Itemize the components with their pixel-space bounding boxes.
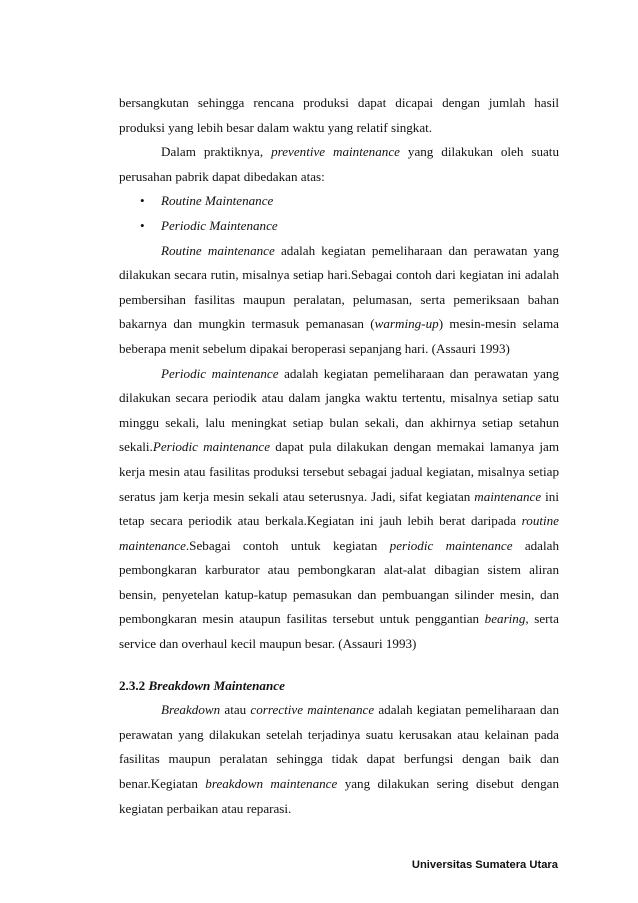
text-run: , serta service dan overhaul kecil maupun besar. (Assauri 1993) bbox=[119, 611, 559, 652]
italic-term: preventive maintenance bbox=[271, 144, 400, 160]
bullet-icon: • bbox=[140, 217, 145, 233]
list-item-label: Periodic Maintenance bbox=[161, 217, 278, 233]
section-heading bbox=[119, 674, 559, 699]
list-item bbox=[119, 214, 559, 239]
text-run: adalah kegiatan pemeliharaan dan perawatan yang dilakukan setelah terjadinya suatu kerusakan atau kelainan pada fasilitas maupun peralatan sehingga tidak dapat berfungsi dengan baik dan benar.Kegiatan bbox=[119, 702, 559, 792]
bullet-icon: • bbox=[140, 193, 145, 209]
italic-term: bearing bbox=[484, 611, 526, 627]
paragraph-breakdown bbox=[119, 698, 559, 821]
section-number: 2.3.2 bbox=[119, 677, 149, 693]
text-run: adalah pembongkaran karburator atau pembongkaran alat-alat dibagian sistem aliran bensin, penyetelan katup-katup pemasukan dan pembuangan silinder mesin, dan pembongkaran mesin ataupun fasilitas tersebut untuk penggantian bbox=[119, 537, 559, 627]
section-title: Breakdown Maintenance bbox=[148, 677, 285, 693]
paragraph-periodic bbox=[119, 362, 559, 657]
text-run: yang dilakukan oleh suatu perusahan pabrik dapat dibedakan atas: bbox=[119, 144, 559, 184]
paragraph-practice bbox=[119, 140, 559, 189]
italic-term: periodic maintenance bbox=[389, 537, 513, 553]
paragraph-routine bbox=[119, 239, 559, 362]
maintenance-type-list bbox=[119, 189, 559, 238]
italic-term: Breakdown bbox=[161, 702, 221, 718]
italic-term: Periodic maintenance bbox=[152, 439, 271, 455]
italic-term: breakdown maintenance bbox=[205, 776, 338, 792]
italic-term: Routine maintenance bbox=[161, 242, 275, 258]
footer-institution: Universitas Sumatera Utara bbox=[411, 859, 558, 871]
text-run: ini tetap secara periodik atau berkala.Kegiatan ini jauh lebih berat daripada bbox=[119, 488, 559, 529]
text-run: dapat pula dilakukan dengan memakai lamanya jam kerja mesin atau fasilitas produksi tersebut sebagai jadual kegiatan, misalnya setiap seratus jam kerja mesin sekali atau seterusnya. Jadi, sifat kegiatan bbox=[119, 439, 560, 504]
text-run: adalah kegiatan pemeliharaan dan perawatan yang dilakukan secara periodik atau dalam jangka waktu tertentu, misalnya setiap satu minggu sekali, lalu meningkat setiap bulan sekali, dan akhirnya setiap setahun sekali. bbox=[119, 365, 559, 455]
text-run: ) mesin-mesin selama beberapa menit sebelum dipakai beroperasi sepanjang hari. (Assauri 1993) bbox=[119, 316, 559, 356]
italic-term: corrective maintenance bbox=[250, 702, 375, 718]
body-text bbox=[119, 91, 559, 821]
italic-term: maintenance bbox=[474, 488, 542, 504]
paragraph-continuation: bersangkutan sehingga rencana produksi dapat dicapai dengan jumlah hasil produksi yang lebih besar dalam waktu yang relatif singkat. bbox=[119, 95, 559, 135]
italic-term: routine maintenance bbox=[119, 513, 559, 553]
text-run: atau bbox=[220, 702, 251, 718]
text-run: yang dilakukan sering disebut dengan kegiatan perbaikan atau reparasi. bbox=[119, 776, 559, 816]
list-item-label: Routine Maintenance bbox=[161, 193, 274, 209]
text-run: .Sebagai contoh untuk kegiatan bbox=[185, 537, 390, 553]
text-run: Dalam praktiknya, bbox=[161, 144, 272, 160]
text-run: adalah kegiatan pemeliharaan dan perawatan yang dilakukan secara rutin, misalnya setiap hari.Sebagai contoh dari kegiatan ini adalah pembersihan fasilitas maupun peralatan, pelumasan, serta pemeriksaan bahan bakarnya dan mungkin termasuk pemanasan ( bbox=[119, 242, 559, 332]
italic-term: warming-up bbox=[374, 316, 439, 332]
list-item bbox=[119, 189, 559, 214]
italic-term: Periodic maintenance bbox=[161, 365, 279, 381]
